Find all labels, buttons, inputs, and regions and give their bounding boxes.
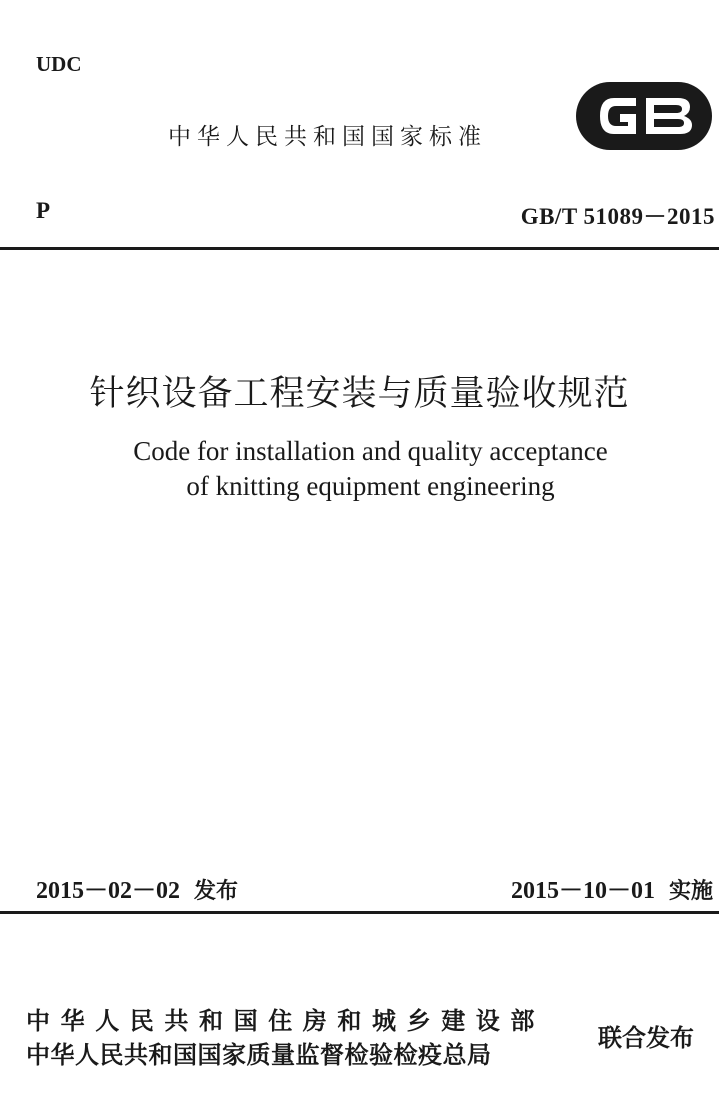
- effective-label: 实施: [668, 879, 713, 904]
- gb-logo: [574, 80, 714, 152]
- bottom-divider: [0, 911, 719, 914]
- issuer-aqsiq: 中华人民共和国国家质量监督检验检疫总局: [26, 1041, 492, 1069]
- effective-date: 2015－10－01: [510, 878, 655, 904]
- udc-label: UDC: [36, 52, 82, 76]
- issuer-ministry-housing: 中华人民共和国住房和城乡建设部: [26, 1007, 545, 1035]
- effective-date-block: [511, 870, 713, 905]
- category-code: P: [36, 198, 51, 223]
- national-standard-heading: 中华人民共和国国家标准: [168, 124, 487, 150]
- standard-number: GB/T 51089－2015: [520, 204, 715, 229]
- issue-date-block: [36, 870, 238, 905]
- title-english-line1: Code for installation and quality acceptance: [133, 436, 608, 466]
- top-divider: [0, 247, 719, 250]
- issue-label: 发布: [194, 879, 239, 904]
- title-chinese: 针织设备工程安装与质量验收规范: [89, 374, 630, 414]
- issue-date: 2015－02－02: [36, 878, 180, 904]
- title-english-line2: of knitting equipment engineering: [186, 471, 555, 501]
- joint-issue-label: 联合发布: [598, 1024, 694, 1052]
